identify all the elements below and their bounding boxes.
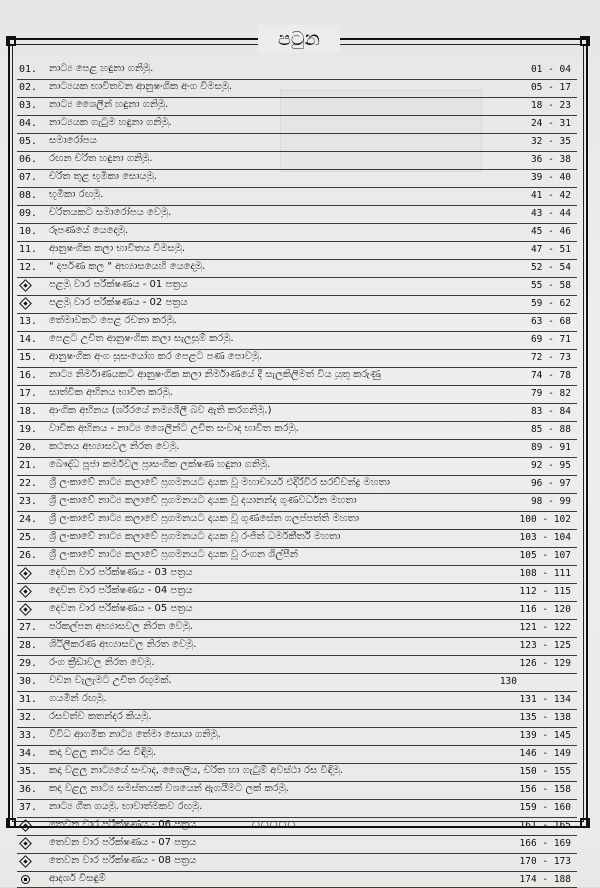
- toc-row: [17, 134, 577, 152]
- toc-row: [17, 386, 577, 404]
- toc-title: ගයමින් රඟමු.: [49, 693, 107, 704]
- toc-row: [17, 242, 577, 260]
- toc-page-range: 85 - 88: [530, 424, 571, 435]
- toc-title: කදා වළලු නාට්‍ය රස විඳිමු.: [49, 747, 157, 758]
- toc-row: [17, 872, 577, 888]
- toc-page-range: 139 - 145: [519, 730, 571, 741]
- toc-title: නාට්‍යයක භාවිතවන ආනුෂංගික අංග විමසමු.: [49, 81, 233, 92]
- toc-row: [17, 674, 577, 692]
- toc-row: [17, 80, 577, 98]
- toc-title: රූපණයේ යෙදෙමු.: [49, 225, 129, 236]
- toc-title: ශ්‍රී ලංකාවේ නාට්‍ය කලාවේ ප්‍රගමනයට දායක වූ මහාචාර්ය එදිරිවීර සරච්චන්ද්‍ර මහතා: [49, 477, 390, 488]
- toc-title: වාචික අභිනය - නාට්‍ය ශෛලීන්ට උචිත සංවාද භාවිත කරමු.: [49, 423, 299, 434]
- toc-row: [17, 296, 577, 314]
- toc-page-range: 36 - 38: [530, 154, 571, 165]
- toc-title: ආනුෂංගික කලා භාවිතය විමසමු.: [49, 243, 186, 254]
- toc-row: [17, 512, 577, 530]
- toc-page-range: 131 - 134: [519, 694, 571, 705]
- toc-page-range: 72 - 73: [530, 352, 571, 363]
- toc-page-range: 74 - 78: [530, 370, 571, 381]
- toc-number: 11.: [19, 244, 38, 255]
- toc-page-range: 116 - 120: [519, 604, 571, 615]
- toc-page-range: 98 - 99: [530, 496, 571, 507]
- toc-page-range: 108 - 111: [519, 568, 571, 579]
- toc-title: චරිතයකට සමාරෝපය වෙමු.: [49, 207, 172, 218]
- toc-row: [17, 638, 577, 656]
- toc-number: 27.: [19, 622, 38, 633]
- footer-ornament: ○○○○○: [252, 820, 297, 830]
- toc-row: [17, 116, 577, 134]
- toc-title: ශ්‍රී ලංකාවේ නාට්‍ය කලාවේ ප්‍රගමනයට දායක වූ දයානන්ද ගුණවර්ධන මහතා: [49, 495, 357, 506]
- toc-title: ආනුෂංගික අංග සුසංයෝග කර පෙළට පණ පොවමු.: [49, 351, 263, 362]
- toc-row: [17, 728, 577, 746]
- diamond-bullet-icon: [19, 585, 32, 598]
- toc-page-range: 52 - 54: [530, 262, 571, 273]
- corner-ornament: [580, 36, 590, 46]
- toc-page-range: 166 - 169: [519, 838, 571, 849]
- toc-row: [17, 476, 577, 494]
- toc-title: චරිත තුළ භූමිකා සොයමු.: [49, 171, 157, 182]
- toc-number: 07.: [19, 172, 38, 183]
- toc-title: නාට්‍ය ගීත ගයමු. භාවාත්මකව රඟමු.: [49, 801, 203, 812]
- toc-number: 08.: [19, 190, 38, 201]
- toc-page-range: 59 - 62: [530, 298, 571, 309]
- toc-number: 19.: [19, 424, 38, 435]
- toc-page-range: 112 - 115: [519, 586, 571, 597]
- toc-page-range: 41 - 42: [530, 190, 571, 201]
- toc-page-range: 55 - 58: [530, 280, 571, 291]
- toc-number: 10.: [19, 226, 38, 237]
- toc-title: සමාරෝපය: [49, 135, 97, 146]
- diamond-bullet-icon: [19, 567, 32, 580]
- toc-page-range: 174 - 188: [519, 874, 571, 885]
- toc-page-range: 100 - 102: [519, 514, 571, 525]
- toc-number: 35.: [19, 766, 38, 777]
- page-title: පටුන: [258, 25, 340, 53]
- toc-row: [17, 530, 577, 548]
- toc-page-range: 79 - 82: [530, 388, 571, 399]
- toc-row: [17, 458, 577, 476]
- toc-title: තෙවන වාර පරීක්ෂණය - 07 පත්‍රය: [49, 837, 197, 848]
- toc-title: දෙවන වාර පරීක්ෂණය - 04 පත්‍රය: [49, 585, 193, 596]
- toc-page-range: 126 - 129: [519, 658, 571, 669]
- toc-page-range: 121 - 122: [519, 622, 571, 633]
- toc-number: 14.: [19, 334, 38, 345]
- circle-bullet-icon: [21, 875, 30, 884]
- toc-row: [17, 224, 577, 242]
- toc-page-range: 24 - 31: [530, 118, 571, 129]
- toc-title: විවිධ ආගමික නාට්‍ය තේමා සොයා ගනිමු.: [49, 729, 221, 740]
- toc-page-range: 150 - 155: [519, 766, 571, 777]
- toc-page-range: 135 - 138: [519, 712, 571, 723]
- toc-title: ආදර්ශ විසඳුම්: [49, 873, 106, 884]
- toc-number: 13.: [19, 316, 38, 327]
- toc-row: [17, 782, 577, 800]
- toc-page-range: 170 - 173: [519, 856, 571, 867]
- toc-row: [17, 440, 577, 458]
- toc-row: [17, 494, 577, 512]
- toc-page-range: 63 - 68: [530, 316, 571, 327]
- toc-number: 05.: [19, 136, 38, 147]
- toc-row: [17, 566, 577, 584]
- toc-row: [17, 422, 577, 440]
- toc-row: [17, 260, 577, 278]
- toc-number: 32.: [19, 712, 38, 723]
- toc-number: 09.: [19, 208, 38, 219]
- toc-row: [17, 818, 577, 836]
- diamond-bullet-icon: [19, 297, 32, 310]
- diamond-bullet-icon: [19, 837, 32, 850]
- toc-title: තෙවන වාර පරීක්ෂණය - 08 පත්‍රය: [49, 855, 197, 866]
- toc-page-range: 39 - 40: [530, 172, 571, 183]
- toc-title: නාට්‍ය පෙළ හඳුනා ගනිමු.: [49, 63, 154, 74]
- toc-title: පෙළට උචිත ආනුෂංගික කලා සැලසුම් කරමු.: [49, 333, 234, 344]
- toc-title: කථනය අභ්‍යාසවල නිරත වෙමු.: [49, 441, 180, 452]
- diamond-bullet-icon: [19, 819, 32, 832]
- toc-number: 01.: [19, 64, 38, 75]
- toc-page-range: 45 - 46: [530, 226, 571, 237]
- toc-number: 37.: [19, 802, 38, 813]
- toc-row: [17, 188, 577, 206]
- toc-title: පළමු වාර පරීක්ෂණය - 02 පත්‍රය: [49, 297, 188, 308]
- toc-row: [17, 332, 577, 350]
- toc-page-range: 01 - 04: [530, 64, 571, 75]
- toc-page-range: 161 - 165: [519, 820, 571, 831]
- toc-number: 16.: [19, 370, 38, 381]
- toc-row: [17, 656, 577, 674]
- toc-row: [17, 152, 577, 170]
- toc-title: ශ්‍රී ලංකාවේ නාට්‍ය කලාවේ ප්‍රගමනයට දායක වූ රංගන ශිල්පීන්: [49, 549, 298, 560]
- toc-title: ශ්‍රී ලංකාවේ නාට්‍ය කලාවේ ප්‍රගමනයට දායක වූ ගුණසේන ගලප්පත්ති මහතා: [49, 513, 360, 524]
- toc-row: [17, 692, 577, 710]
- toc-number: 36.: [19, 784, 38, 795]
- toc-title: ශිථිලීකරණ අභ්‍යාසවල නිරත වෙමු.: [49, 639, 197, 650]
- toc-title: දෙවන වාර පරීක්ෂණය - 05 පත්‍රය: [49, 603, 193, 614]
- toc-row: [17, 62, 577, 80]
- toc-number: 12.: [19, 262, 38, 273]
- toc-number: 23.: [19, 496, 38, 507]
- toc-page-range: 83 - 84: [530, 406, 571, 417]
- toc-row: [17, 278, 577, 296]
- toc-number: 29.: [19, 658, 38, 669]
- toc-row: [17, 746, 577, 764]
- toc-title: තේමාවකට පෙළ රචනා කරමු.: [49, 315, 177, 326]
- toc-row: [17, 584, 577, 602]
- toc-title: බෞද්ධ පූජා කර්මවල ප්‍රාසංගික ලක්ෂණ හඳුනා ගනිමු.: [49, 459, 271, 470]
- toc-title: " දර්පණ කල " අභ්‍යාසයෙහි යෙදෙමු.: [49, 261, 206, 272]
- toc-row: [17, 98, 577, 116]
- toc-row: [17, 854, 577, 872]
- toc-page-range: 05 - 17: [530, 82, 571, 93]
- toc-number: 20.: [19, 442, 38, 453]
- toc-number: 15.: [19, 352, 38, 363]
- toc-number: 25.: [19, 532, 38, 543]
- toc-title: දෙවන වාර පරීක්ෂණය - 03 පත්‍රය: [49, 567, 193, 578]
- toc-page-range: 69 - 71: [530, 334, 571, 345]
- toc-title: ශ්‍රී ලංකාවේ නාට්‍ය කලාවේ ප්‍රගමනයට දායක වූ රංජිත් ධර්මකීර්ති මහතා: [49, 531, 341, 542]
- toc-page-range: 123 - 125: [519, 640, 571, 651]
- toc-page-range: 103 - 104: [519, 532, 571, 543]
- toc-page-range: 32 - 35: [530, 136, 571, 147]
- toc-number: 31.: [19, 694, 38, 705]
- toc-number: 04.: [19, 118, 38, 129]
- diamond-bullet-icon: [19, 603, 32, 616]
- toc-page-range: 159 - 160: [519, 802, 571, 813]
- toc-list: [17, 62, 577, 888]
- toc-title: භූමිකා රඟමු.: [49, 189, 104, 200]
- toc-number: 18.: [19, 406, 38, 417]
- toc-title: පළමු වාර පරීක්ෂණය - 01 පත්‍රය: [49, 279, 188, 290]
- toc-title: නාට්‍යයක ගැටුම හඳුනා ගනිමු.: [49, 117, 172, 128]
- toc-page-range: 105 - 107: [519, 550, 571, 561]
- toc-row: [17, 602, 577, 620]
- toc-page-range: 156 - 158: [519, 784, 571, 795]
- toc-page-range: 92 - 95: [530, 460, 571, 471]
- toc-row: [17, 836, 577, 854]
- toc-page-range: 96 - 97: [530, 478, 571, 489]
- toc-page-range: 18 - 23: [530, 100, 571, 111]
- toc-number: 30.: [19, 676, 38, 687]
- corner-ornament: [6, 818, 16, 828]
- toc-row: [17, 350, 577, 368]
- toc-row: [17, 368, 577, 386]
- toc-row: [17, 764, 577, 782]
- toc-number: 06.: [19, 154, 38, 165]
- toc-title: රඟන චරිත හඳුනා ගනිමු.: [49, 153, 153, 164]
- diamond-bullet-icon: [19, 279, 32, 292]
- toc-number: 26.: [19, 550, 38, 561]
- toc-title: කදා වළලු නාට්‍ය සමස්තයක් වශයෙන් ඇගයීමට ලක් කරමු.: [49, 783, 289, 794]
- toc-page-range: 47 - 51: [530, 244, 571, 255]
- toc-title: පරිකල්පන අභ්‍යාසවල නිරත වෙමු.: [49, 621, 193, 632]
- toc-row: [17, 206, 577, 224]
- toc-number: 22.: [19, 478, 38, 489]
- toc-title: කදා වළලු නාට්‍යයේ සංවාද, ශෛලිය, චරිත හා ගැටුම් අවස්ථා රස විඳිමු.: [49, 765, 343, 776]
- toc-number: 21.: [19, 460, 38, 471]
- toc-title: නාට්‍ය ශෛලීන් හඳුනා ගනිමු.: [49, 99, 169, 110]
- toc-page-range: 130: [499, 676, 517, 687]
- toc-number: 17.: [19, 388, 38, 399]
- toc-row: [17, 800, 577, 818]
- toc-row: [17, 170, 577, 188]
- toc-page-range: 89 - 91: [530, 442, 571, 453]
- toc-title: සාත්වික අභිනය භාවිත කරමු.: [49, 387, 173, 398]
- toc-row: [17, 710, 577, 728]
- toc-number: 28.: [19, 640, 38, 651]
- toc-title: නාට්‍ය නිර්මාණයකට ආනුෂංගික කලා නිර්මාණයේ දී සැලකිලිමත් විය යුතු කරුණු: [49, 369, 381, 380]
- toc-row: [17, 314, 577, 332]
- toc-number: 33.: [19, 730, 38, 741]
- toc-number: 34.: [19, 748, 38, 759]
- toc-page-range: 43 - 44: [530, 208, 571, 219]
- toc-number: 02.: [19, 82, 38, 93]
- corner-ornament: [580, 818, 590, 828]
- toc-title: රසවත්ව කතන්දර කියමු.: [49, 711, 152, 722]
- toc-title: රංග ක්‍රීඩාවල නිරත වෙමු.: [49, 657, 155, 668]
- diamond-bullet-icon: [19, 855, 32, 868]
- toc-row: [17, 620, 577, 638]
- toc-number: 03.: [19, 100, 38, 111]
- toc-title: ආංගික අභිනය (ශරීරයේ නම්‍යශීලී බව ඇති කරගනිමු.): [49, 405, 272, 416]
- corner-ornament: [6, 36, 16, 46]
- toc-number: 24.: [19, 514, 38, 525]
- toc-title: තෙවන වාර පරීක්ෂණය - 06 පත්‍රය: [49, 819, 197, 830]
- toc-row: [17, 404, 577, 422]
- toc-row: [17, 548, 577, 566]
- toc-title: වචන වැලැමට උචිත රඟුමක්.: [49, 675, 172, 686]
- toc-page-range: 146 - 149: [519, 748, 571, 759]
